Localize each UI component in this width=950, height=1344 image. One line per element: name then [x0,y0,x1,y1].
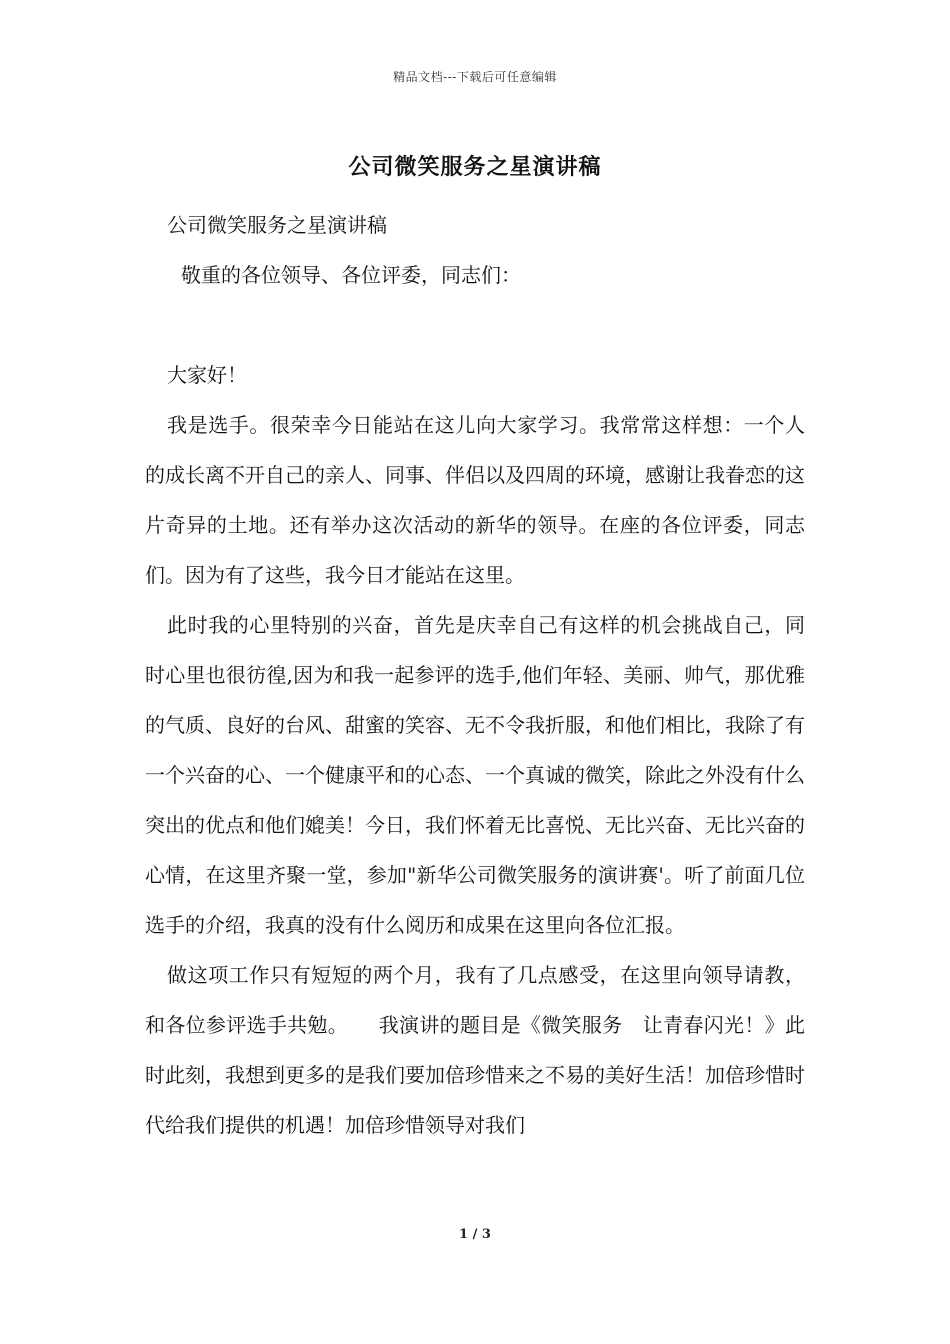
page-number: 1 / 3 [459,1227,491,1242]
paragraph-salutation: 敬重的各位领导、各位评委，同志们： [181,263,521,287]
blank-line [145,300,805,350]
paragraph-introduction: 我是选手。很荣幸今日能站在这儿向大家学习。我常常这样想：一个人的成长离不开自己的亲人、同事、伴侣以及四周的环境，感谢让我眷恋的这片奇异的土地。还有举办这次活动的新华的领导。在座的各位评委，同志们。因为有了这些，我今日才能站在这里。 [145,413,805,587]
document-body [145,200,805,1150]
paragraph-subtitle: 公司微笑服务之星演讲稿 [167,213,387,237]
page-header: 精品文档---下载后可任意编辑 [393,70,557,84]
paragraph-topic: 做这项工作只有短短的两个月，我有了几点感受，在这里向领导请教，和各位参评选手共勉。 我演讲的题目是《微笑服务 让青春闪光！》此时此刻，我想到更多的是我们要加倍珍惜来之不易的美好生活！加倍珍惜时代给我们提供的机遇！加倍珍惜领导对我们 [145,963,805,1137]
paragraph-feelings: 此时我的心里特别的兴奋，首先是庆幸自己有这样的机会挑战自己，同时心里也很彷徨,因为和我一起参评的选手,他们年轻、美丽、帅气，那优雅的气质、良好的台风、甜蜜的笑容、无不令我折服，和他们相比，我除了有一个兴奋的心、一个健康平和的心态、一个真诚的微笑，除此之外没有什么突出的优点和他们媲美！今日，我们怀着无比喜悦、无比兴奋、无比兴奋的心情，在这里齐聚一堂，参加"新华公司微笑服务的演讲赛'。听了前面几位选手的介绍，我真的没有什么阅历和成果在这里向各位汇报。 [145,613,805,937]
paragraph-greeting: 大家好！ [167,363,247,387]
document-title: 公司微笑服务之星演讲稿 [348,154,602,180]
